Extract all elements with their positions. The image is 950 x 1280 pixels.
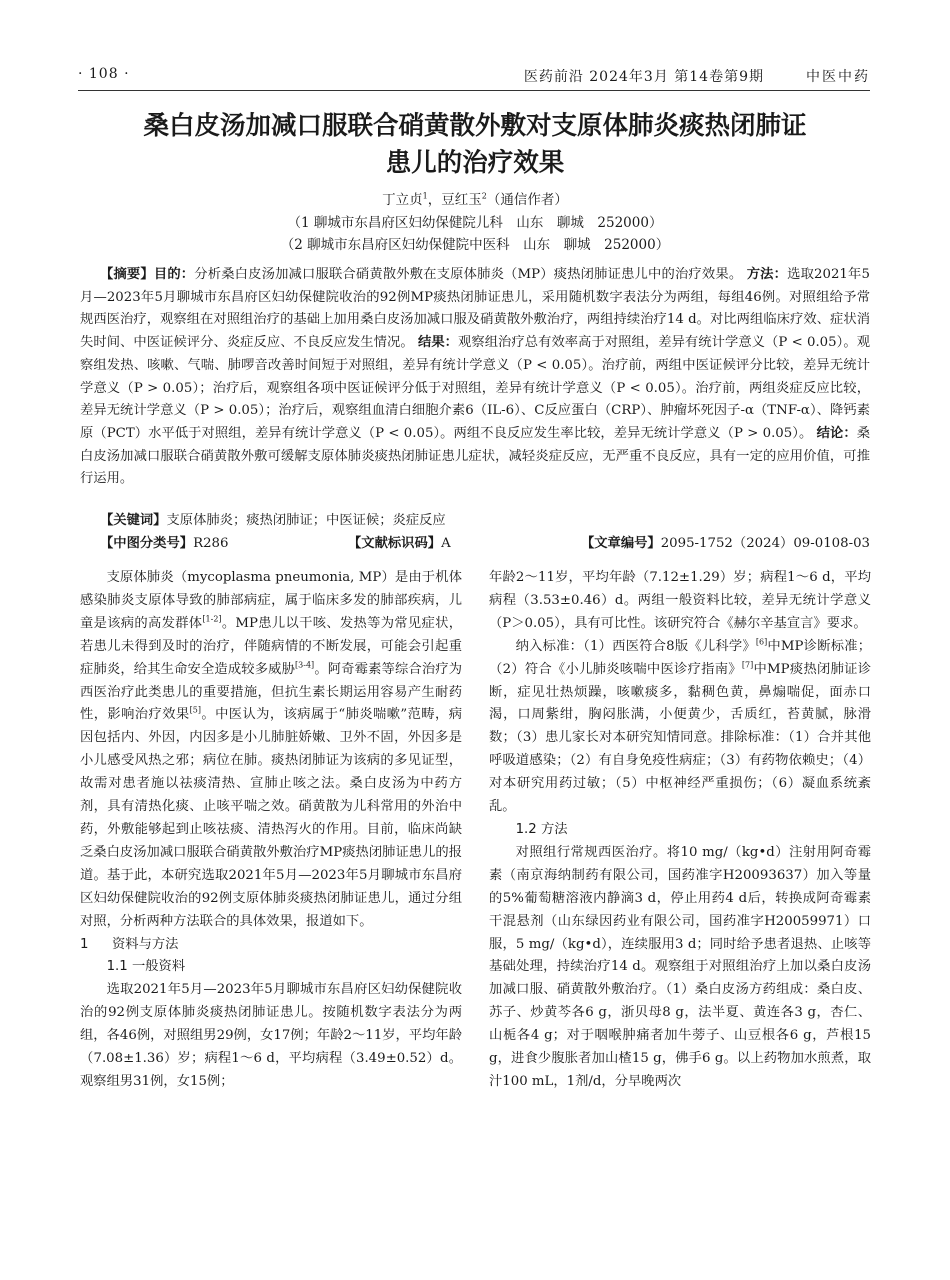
abstract-objective: 分析桑白皮汤加减口服联合硝黄散外敷在支原体肺炎（MP）痰热闭肺证患儿中的治疗效果。: [194, 267, 743, 282]
classification-line: [100, 533, 870, 555]
criteria-text-3: 中MP痰热闭肺证诊断，症见壮热烦躁，咳嗽痰多，黏稠色黄，鼻煽喘促，面赤口渴，口周紫绀，胸闷胀满，小便黄少，舌质红，苔黄腻，脉滑数；（3）患儿家长对本研究知情同意。排除标准：（1）合并其他呼吸道感染；（2）有自身免疫性病症；（3）有药物依赖史；（4）对本研究用药过敏；（5）中枢神经严重损伤；（6）凝血系统紊乱。: [489, 661, 871, 815]
criteria-text-1: 纳入标准：（1）西医符合8版《儿科学》: [515, 638, 756, 654]
criteria-text-2: 中MP诊断标准；（2）符合《小儿肺炎咳喘中医诊疗指南》: [489, 638, 871, 677]
intro-paragraph: [80, 567, 462, 934]
subsection-heading-1-2: 1.2 方法: [515, 821, 568, 837]
section-heading-1: [80, 934, 462, 957]
art-label: 【文章编号】: [580, 536, 661, 551]
title-line-2: 患儿的治疗效果: [385, 148, 565, 178]
abstract-methods: 选取2021年5月—2023年5月聊城市东昌府区妇幼保健院收治的92例MP痰热闭肺证患儿，采用随机数字表法分为两组，每组46例。对照组给予常规西医治疗，观察组在对照组治疗的基础上加用桑白皮汤加减口服及硝黄散外敷治疗，两组持续治疗14 d。对比两组临床疗效、症状消失时间、中医证候评分、炎症反应、不良反应发生情况。: [80, 267, 870, 351]
journal-info: 医药前沿 2024年3月 第14卷第9期: [523, 69, 764, 85]
criteria-paragraph: [489, 636, 871, 819]
art-value: 2095-1752（2024）09-0108-03: [660, 536, 870, 551]
clc-label: 【中图分类号】: [100, 536, 194, 551]
author-1: 丁立贞: [382, 192, 423, 208]
abstract-label: 【摘要】目的：: [100, 267, 195, 282]
page-number: · 108 ·: [78, 66, 130, 82]
ref-7: [7]: [741, 660, 754, 670]
running-header: [78, 62, 870, 88]
results-label: 结果：: [417, 335, 459, 351]
affiliation-2: （2 聊城市东昌府区妇幼保健院中医科 山东 聊城 252000）: [280, 237, 670, 253]
intro-text-3: 。阿奇霉素等综合治疗为西医治疗此类患儿的重要措施，但抗生素长期运用容易产生耐药性，影响治疗效果: [80, 661, 463, 723]
doc-value: A: [441, 536, 451, 551]
abstract-results: 观察组治疗总有效率高于对照组，差异有统计学意义（P < 0.05）。观察组发热、咳嗽、气喘、肺啰音改善时间短于对照组，差异有统计学意义（P < 0.05）。治疗前，两组中医证候评分比较，差异无统计学意义（P > 0.05）；治疗后，观察组各项中医证候评分低于对照组，差异有统计学意义（P < 0.05）。治疗前，两组炎症反应比较，差异无统计学意义（P > 0.05）；治疗后，观察组血清白细胞介素6（IL-6）、C反应蛋白（CRP）、肿瘤坏死因子-α（TNF-α）、降钙素原（PCT）水平低于对照组，差异有统计学意义（P < 0.05）。两组不良反应发生率比较，差异无统计学意义（P > 0.05）。: [80, 335, 870, 441]
ref-6: [6]: [755, 637, 768, 647]
title-line-1: 桑白皮汤加减口服联合硝黄散外敷对支原体肺炎痰热闭肺证: [143, 111, 807, 141]
keywords: [100, 510, 870, 532]
abstract: [80, 264, 870, 491]
general-data-paragraph: 选取2021年5月—2023年5月聊城市东昌府区妇幼保健院收治的92例支原体肺炎痰热闭肺证患儿。按随机数字表法分为两组，各46例，对照组男29例，女17例；年龄2～11岁，平均年龄（7.08±1.36）岁；病程1～6 d，平均病程（3.49±0.52）d。观察组男31例，女15例；: [80, 982, 462, 1089]
left-column: [80, 567, 462, 1094]
general-data-continued: 年龄2～11岁，平均年龄（7.12±1.29）岁；病程1～6 d，平均病程（3.53±0.46）d。两组一般资料比较，差异无统计学意义（P＞0.05），具有可比性。该研究符合《赫尔辛基宣言》要求。: [489, 570, 871, 631]
author-sep: ，: [427, 192, 442, 208]
intro-text-2: 。MP患儿以干咳、发热等为常见症状，若患儿未得到及时的治疗，伴随病情的不断发展，可能会引起重症肺炎，给其生命安全造成较多威胁: [80, 615, 463, 677]
author-line: [0, 190, 950, 210]
right-column: [489, 567, 871, 1094]
clc-value: R286: [193, 536, 229, 551]
author-2-sup: 2: [481, 191, 487, 201]
subsection-heading-1-1: 1.1 一般资料: [106, 959, 186, 975]
methods-paragraph: 对照组行常规西医治疗。将10 mg/（kg•d）注射用阿奇霉素（南京海纳制药有限公司，国药准字H20093637）加入等量的5%葡萄糖溶液内静滴3 d，停止用药4 d后，转换成阿奇霉素干混悬剂（山东绿因药业有限公司，国药准字H20059971）口服，5 mg/（kg•d），连续服用3 d；同时给予患者退热、止咳等基础处理，持续治疗14 d。观察组于对照组治疗上加以桑白皮汤加减口服、硝黄散外敷治疗。（1）桑白皮汤方药组成：桑白皮、苏子、炒黄芩各6 g，浙贝母8 g，法半夏、黄连各3 g，杏仁、山栀各4 g；对于咽喉肿痛者加牛蒡子、山豆根各6 g，芦根15 g，进食少腹胀者加山楂15 g，佛手6 g。以上药物加水煎煮，取汁100 mL，1剂/d，分早晚两次: [489, 844, 871, 1089]
ref-1-2: [1-2]: [202, 614, 222, 624]
doc-code: [348, 533, 451, 555]
author-1-sup: 1: [422, 191, 428, 201]
clc-number: [100, 533, 228, 555]
methods-label: 方法：: [746, 267, 788, 282]
ref-5: [5]: [189, 706, 201, 716]
ref-3-4: [3-4]: [295, 660, 315, 670]
intro-text-4: 。中医认为，该病属于“肺炎喘嗽”范畴，病因包括内、外因，内因多是小儿肺脏娇嫩、卫外不固，外因多是小儿感受风热之邪；病位在肺。痰热闭肺证为该病的多见证型，故需对患者施以祛痰清热、宣肺止咳之法。桑白皮汤为中药方剂，具有清热化痰、止咳平喘之效。硝黄散为儿科常用的外治中药，外敷能够起到止咳祛痰、清热泻火的作用。目前，临床尚缺乏桑白皮汤加减口服联合硝黄散外敷治疗MP痰热闭肺证患儿的报道。基于此，本研究选取2021年5月—2023年5月聊城市东昌府区妇幼保健院收治的92例支原体肺炎痰热闭肺证患儿，通过分组对照，分析两种方法联合的具体效果，报道如下。: [80, 707, 462, 929]
doc-label: 【文献标识码】: [348, 536, 442, 551]
header-rule: [78, 90, 870, 91]
abstract-conclusion: 桑白皮汤加减口服联合硝黄散外敷可缓解支原体肺炎痰热闭肺证患儿症状，减轻炎症反应，无严重不良反应，具有一定的应用价值，可推行运用。: [80, 425, 871, 487]
section-label: 中医中药: [806, 69, 870, 85]
section-number: 1: [80, 936, 89, 952]
article-number: [581, 533, 870, 555]
corresponding-note: （通信作者）: [486, 192, 568, 208]
keywords-label: 【关键词】: [100, 513, 167, 528]
affiliation-1: （1 聊城市东昌府区妇幼保健院儿科 山东 聊城 252000）: [287, 215, 663, 231]
article-title: [80, 108, 870, 182]
keywords-text: 支原体肺炎；痰热闭肺证；中医证候；炎症反应: [166, 513, 446, 528]
intro-text-1: 支原体肺炎（mycoplasma pneumonia, MP）是由于机体感染肺炎支原体导致的肺部病症，属于临床多发的肺部疾病，儿童是该病的高发群体: [80, 570, 462, 631]
author-2: 豆红玉: [441, 192, 482, 208]
section-title: 资料与方法: [112, 936, 179, 952]
conclusion-label: 结论：: [816, 425, 857, 441]
